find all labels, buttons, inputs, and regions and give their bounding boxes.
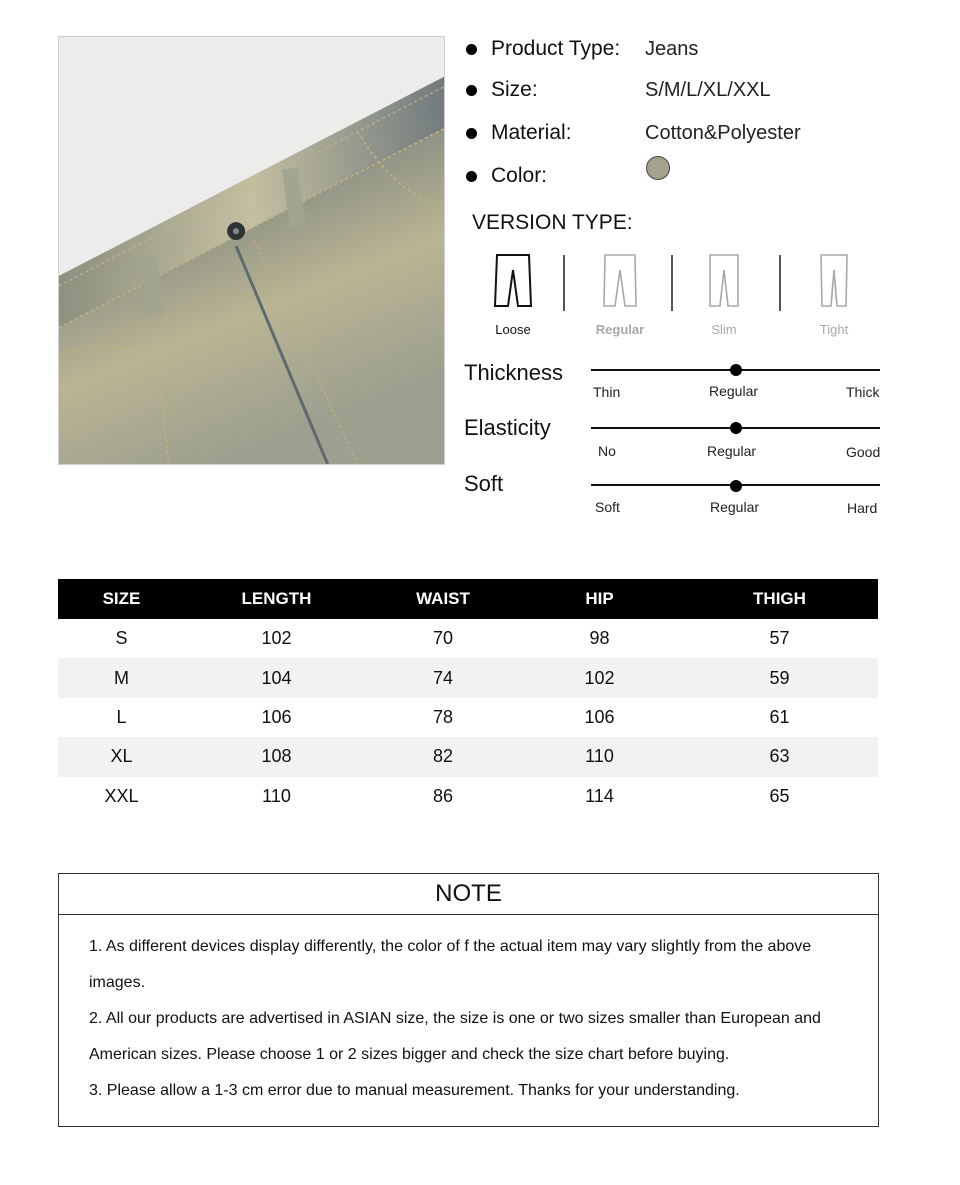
fit-divider xyxy=(563,255,565,311)
spec-product-type xyxy=(466,37,886,67)
scale-mid-label: Regular xyxy=(709,383,759,399)
table-row xyxy=(58,619,878,658)
bullet-icon xyxy=(466,85,477,96)
spec-label: Material: xyxy=(491,121,572,144)
loose-pants-icon xyxy=(491,252,535,312)
note-line: 3. Please allow a 1-3 cm error due to manual measurement. Thanks for your understanding. xyxy=(89,1082,740,1099)
fit-option-slim xyxy=(684,252,764,337)
note-body xyxy=(59,915,878,1109)
table-cell: 61 xyxy=(769,706,790,727)
note-title: NOTE xyxy=(59,874,878,915)
table-cell: 106 xyxy=(261,706,292,727)
slim-pants-icon xyxy=(702,252,746,312)
scale-low-label: No xyxy=(598,443,616,459)
product-photo xyxy=(58,36,445,465)
spec-value: Jeans xyxy=(645,38,699,60)
jeans-image xyxy=(59,37,444,464)
table-cell: 104 xyxy=(185,658,368,697)
regular-pants-icon xyxy=(598,252,642,312)
spec-value: S/M/L/XL/XXL xyxy=(645,79,771,101)
table-cell: XXL xyxy=(104,785,139,806)
scale-marker xyxy=(730,422,742,434)
table-cell: XL xyxy=(58,737,185,776)
scale-marker xyxy=(730,364,742,376)
scale-mid-label: Regular xyxy=(707,443,757,459)
fit-option-regular xyxy=(580,252,660,337)
header-size: SIZE xyxy=(58,579,185,619)
spec-color xyxy=(466,164,886,194)
table-cell: 82 xyxy=(368,737,518,776)
table-cell: L xyxy=(116,706,127,727)
spec-size xyxy=(466,78,886,108)
scale-low-label: Thin xyxy=(593,384,621,400)
table-cell: 63 xyxy=(681,737,878,776)
table-cell: 78 xyxy=(432,706,454,727)
size-chart-table xyxy=(58,579,878,816)
color-swatch xyxy=(646,156,670,180)
fit-divider xyxy=(671,255,673,311)
table-cell: 108 xyxy=(185,737,368,776)
table-cell: 57 xyxy=(769,628,790,649)
spec-value: Cotton&Polyester xyxy=(645,122,801,144)
fit-option-tight xyxy=(794,252,874,337)
note-line: 2. All our products are advertised in ASIAN size, the size is one or two sizes smaller than European and American sizes. Please choose 1 or 2 sizes bigger and check the size chart before buying. xyxy=(89,1010,821,1063)
table-cell: 102 xyxy=(518,658,681,697)
table-cell: 110 xyxy=(518,737,681,776)
fit-divider xyxy=(779,255,781,311)
table-cell: 114 xyxy=(585,785,614,806)
scale-high-label: Hard xyxy=(847,500,878,516)
bullet-icon xyxy=(466,44,477,55)
table-cell: 65 xyxy=(769,785,790,806)
table-cell: 59 xyxy=(681,658,878,697)
bullet-icon xyxy=(466,171,477,182)
table-cell: M xyxy=(58,658,185,697)
table-cell: S xyxy=(115,628,128,649)
fit-label: Loose xyxy=(495,322,531,337)
spec-label: Product Type: xyxy=(491,37,621,60)
scale-name: Elasticity xyxy=(464,415,551,440)
table-cell: 74 xyxy=(368,658,518,697)
version-type-title: VERSION TYPE: xyxy=(472,211,633,234)
table-cell: 102 xyxy=(261,628,292,649)
fit-label: Slim xyxy=(711,322,737,337)
scale-high-label: Good xyxy=(846,444,881,460)
header-thigh: THIGH xyxy=(681,579,878,619)
note-box xyxy=(58,873,879,1127)
table-row xyxy=(58,698,878,737)
fit-option-loose xyxy=(473,252,553,337)
table-cell: 110 xyxy=(262,785,291,806)
scale-name: Thickness xyxy=(464,360,564,385)
header-hip: HIP xyxy=(518,579,681,619)
table-cell: 98 xyxy=(589,628,610,649)
table-cell: 86 xyxy=(432,785,454,806)
table-row xyxy=(58,737,878,776)
fit-label: Regular xyxy=(595,322,645,337)
tight-pants-icon xyxy=(812,252,856,312)
table-row xyxy=(58,777,878,816)
scale-marker xyxy=(730,480,742,492)
spec-label: Color: xyxy=(491,164,548,187)
scale-mid-label: Regular xyxy=(710,499,760,515)
table-header-row xyxy=(58,579,878,619)
table-cell: 70 xyxy=(432,628,454,649)
header-length: LENGTH xyxy=(185,579,368,619)
bullet-icon xyxy=(466,128,477,139)
fit-label: Tight xyxy=(819,322,849,337)
table-row xyxy=(58,658,878,697)
spec-label: Size: xyxy=(491,78,538,101)
header-waist: WAIST xyxy=(368,579,518,619)
table-cell: 106 xyxy=(584,706,615,727)
scale-low-label: Soft xyxy=(595,499,620,515)
scale-high-label: Thick xyxy=(846,384,880,400)
note-line: 1. As different devices display differently, the color of f the actual item may vary slightly from the above images. xyxy=(89,938,812,991)
scale-name: Soft xyxy=(464,471,504,496)
spec-material xyxy=(466,121,886,151)
